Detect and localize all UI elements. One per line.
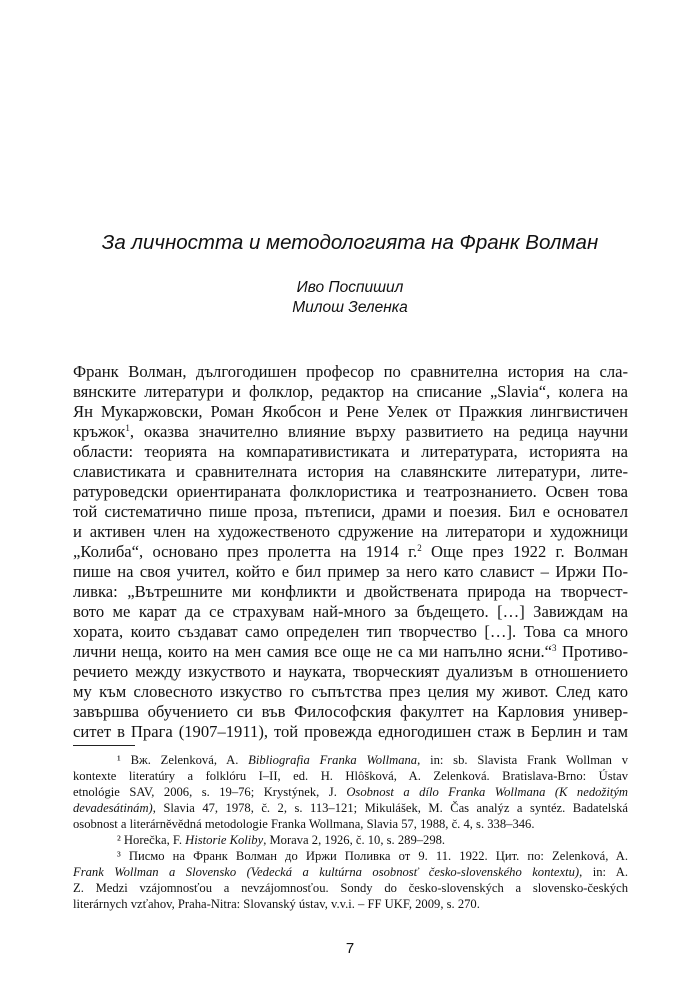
footnote-line: ¹ Вж. Zelenková, A. Bibliografia Franka Wollmana, in: sb. Slavista Frank Wollman v — [117, 753, 629, 767]
footnote-line: kontexte literatúry a folklóru I–II, ed. H. Hlôšková, A. Zelenková. Bratislava-Brno: Ústav — [73, 769, 628, 783]
body-text — [73, 362, 628, 742]
footnote-divider — [73, 745, 135, 746]
footnote-line: ³ Писмо на Франк Волман до Иржи Поливка от 9. 11. 1922. Цит. по: Zelenková, A. — [117, 849, 628, 863]
body-line: „Колиба“, основано през пролетта на 1914 г.$^2$ Още през 1922 г. Волман — [73, 542, 628, 561]
footnote-line: devadesátinám), Slavia 47, 1978, č. 2, s. 113–121; Mikulášek, M. Čas analýz a syntéz. Badatelská — [73, 801, 628, 815]
body-line: хората, които създават само определен тип творчество […]. Това са много — [73, 622, 628, 641]
body-line: Франк Волман, дългогодишен професор по сравнителна история на сла- — [73, 362, 628, 381]
body-line: и активен член на художественото сдружение на литератори и художници — [73, 522, 628, 541]
body-line: ливка: „Вътрешните ми конфликти и двойствената природа на творчест- — [73, 582, 628, 601]
body-line: той систематично пише проза, пътеписи, драми и поезия. Бил е основател — [73, 502, 628, 521]
footnote-ref: 3 — [552, 643, 557, 653]
body-line: вянските литератури и фолклор, редактор на списание „Slavia“, колега на — [73, 382, 628, 401]
body-line: му към словесното изкуство го съпътства през целия му живот. След като — [73, 682, 628, 701]
body-line: ситет в Прага (1907–1911), той провежда едногодишен стаж в Берлин и там — [73, 722, 628, 741]
article-title: За личността и методологията на Франк Волман — [101, 231, 599, 254]
body-line: лични неща, които на мен самия все още не са ми напълно ясни.“$^3$ Противо- — [73, 642, 629, 661]
body-line: пише на своя учител, който е бил пример за него като славист – Иржи По- — [73, 562, 628, 581]
body-line: кръжок$^1$, оказва значително влияние върху развитието на редица научни — [73, 422, 628, 441]
body-line: завършва обучението си във Философския факултет на Карловия универ- — [73, 702, 628, 721]
body-line: области: теорията на компаративистиката и литературата, историята на — [73, 442, 628, 461]
body-line: ратуроведски ориентираната фолклористика и театрознанието. Освен това — [73, 482, 628, 501]
page-number: 7 — [345, 940, 355, 957]
body-line: Ян Мукаржовски, Роман Якобсон и Рене Уелек от Пражкия лингвистичен — [73, 402, 628, 421]
footnote-ref: 2 — [417, 543, 422, 553]
footnote-ref: 1 — [125, 423, 130, 433]
footnotes — [73, 752, 628, 912]
body-line: речието между изкуството и науката, творческият дуализъм в отношението — [73, 662, 628, 681]
body-line: вото ме карат да се страхувам най-много за бъдещето. […] Завиждам на — [73, 602, 628, 621]
footnote-line: etnológie SAV, 2006, s. 19–76; Krystýnek, J. Osobnost a dílo Franka Wollmana (K nedožitým — [73, 785, 628, 799]
body-line: славистиката и сравнителната история на славянските литератури, лите- — [73, 462, 628, 481]
footnote-line: literárnych vzťahov, Praha-Nitra: Slovanský ústav, v.v.i. – FF UKF, 2009, s. 270. — [73, 897, 480, 911]
footnote-line: ² Horečka, F. Historie Koliby, Morava 2, 1926, č. 10, s. 289–298. — [117, 833, 446, 847]
author-name: Иво Поспишил — [296, 279, 404, 296]
footnote-line: Frank Wollman a Slovensko (Vedecká a kultúrna osobnosť česko-slovenského kontextu), in: A. — [73, 865, 628, 879]
author-name: Милош Зеленка — [292, 299, 408, 316]
footnote-line: osobnost a literárněvědná metodologie Franka Wollmana, Slavia 57, 1988, č. 4, s. 338–346. — [73, 817, 535, 831]
footnote-line: Z. Medzi vzájomnosťou a nevzájomnosťou. Sondy do česko-slovenských a slovensko-českých — [73, 881, 628, 895]
